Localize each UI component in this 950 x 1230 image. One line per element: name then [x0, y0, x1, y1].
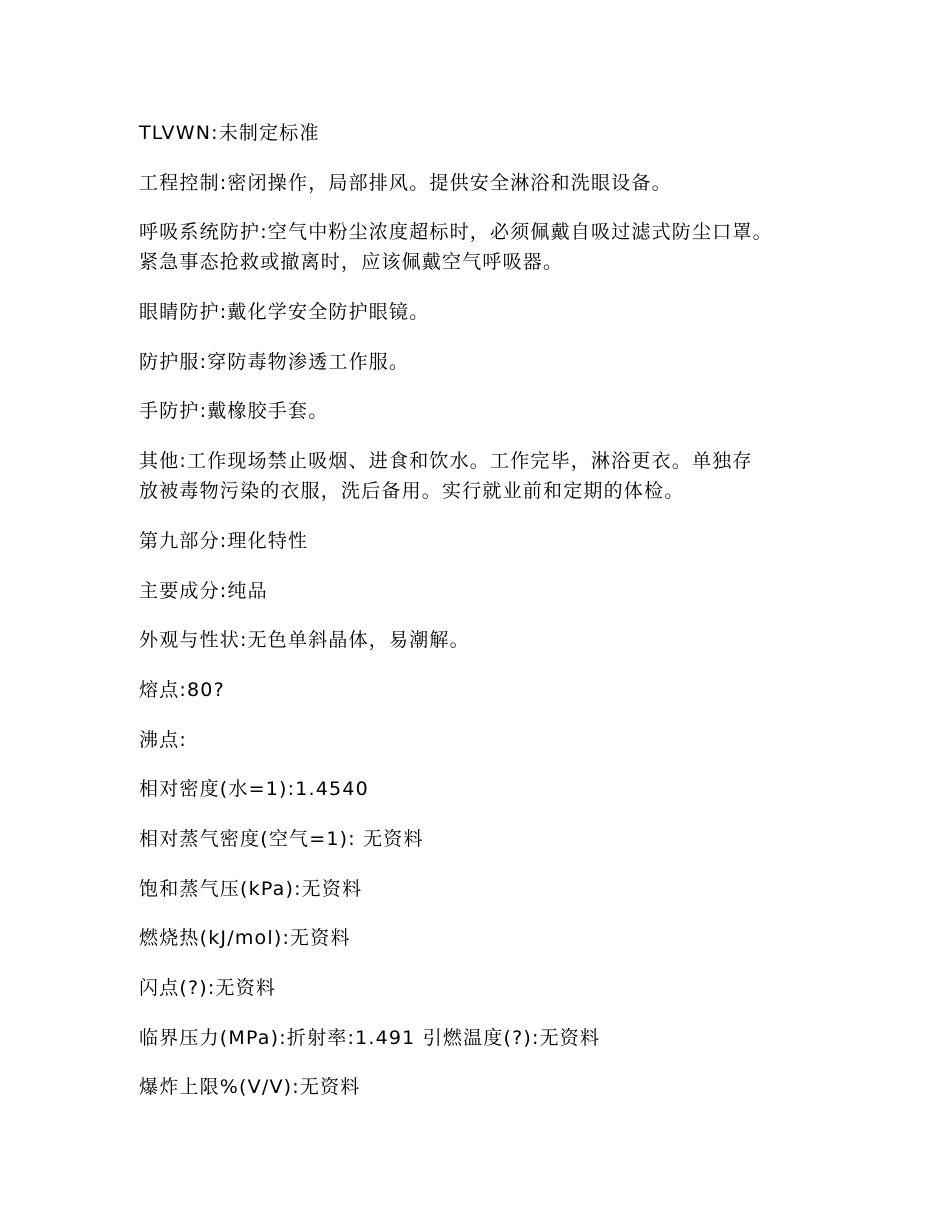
other-measures-text [139, 446, 819, 506]
section-heading [139, 526, 819, 556]
relative-density-text [139, 774, 819, 804]
hand-protection-text [139, 396, 819, 426]
text-line: 饱和蒸气压(kPa):无资料 [139, 877, 363, 900]
eye-protection-text [139, 297, 819, 327]
text-line: 相对密度(水=1):1.4540 [139, 778, 369, 801]
protective-clothing-text [139, 347, 819, 377]
melting-point-text [139, 675, 819, 705]
respiratory-protection-text [139, 217, 819, 277]
text-line: 临界压力(MPa):折射率:1.491 引燃温度(?):无资料 [139, 1026, 601, 1049]
heat-of-combustion-text [139, 923, 819, 953]
text-line: 眼睛防护:戴化学安全防护眼镜。 [139, 301, 430, 324]
main-component-text [139, 576, 819, 606]
text-line: 闪点(?):无资料 [139, 977, 277, 999]
text-line: 相对蒸气密度(空气=1): 无资料 [139, 827, 424, 850]
saturated-vapor-pressure-text [139, 874, 819, 904]
text-line: TLVWN:未制定标准 [139, 122, 320, 144]
text-line: 主要成分:纯品 [139, 579, 268, 602]
engineering-control-text [139, 168, 819, 198]
text-line: 呼吸系统防护:空气中粉尘浓度超标时，必须佩戴自吸过滤式防尘口罩。 [139, 221, 773, 244]
text-line: 工程控制:密闭操作，局部排风。提供安全淋浴和洗眼设备。 [139, 171, 672, 194]
text-line: 手防护:戴橡胶手套。 [139, 400, 329, 423]
appearance-text [139, 625, 819, 655]
tlv-wn-text [139, 118, 819, 148]
text-line: 外观与性状:无色单斜晶体，易潮解。 [139, 629, 470, 652]
document-body [139, 118, 819, 1122]
flash-point-text [139, 973, 819, 1003]
text-line: 防护服:穿防毒物渗透工作服。 [139, 350, 410, 373]
upper-explosive-limit-text [139, 1072, 819, 1102]
boiling-point-text [139, 725, 819, 755]
relative-vapor-density-text [139, 824, 819, 854]
text-line: 沸点: [139, 728, 188, 751]
text-line: 熔点:80? [139, 678, 225, 701]
text-line: 爆炸上限%(V/V):无资料 [139, 1076, 361, 1099]
text-line: 放被毒物污染的衣服，洗后备用。实行就业前和定期的体检。 [139, 480, 685, 503]
critical-pressure-text [139, 1023, 819, 1053]
text-line: 燃烧热(kJ/mol):无资料 [139, 927, 351, 950]
text-line: 第九部分:理化特性 [139, 529, 309, 552]
text-line: 紧急事态抢救或撤离时，应该佩戴空气呼吸器。 [139, 251, 564, 274]
text-line: 其他:工作现场禁止吸烟、进食和饮水。工作完毕，淋浴更衣。单独存 [139, 450, 753, 473]
